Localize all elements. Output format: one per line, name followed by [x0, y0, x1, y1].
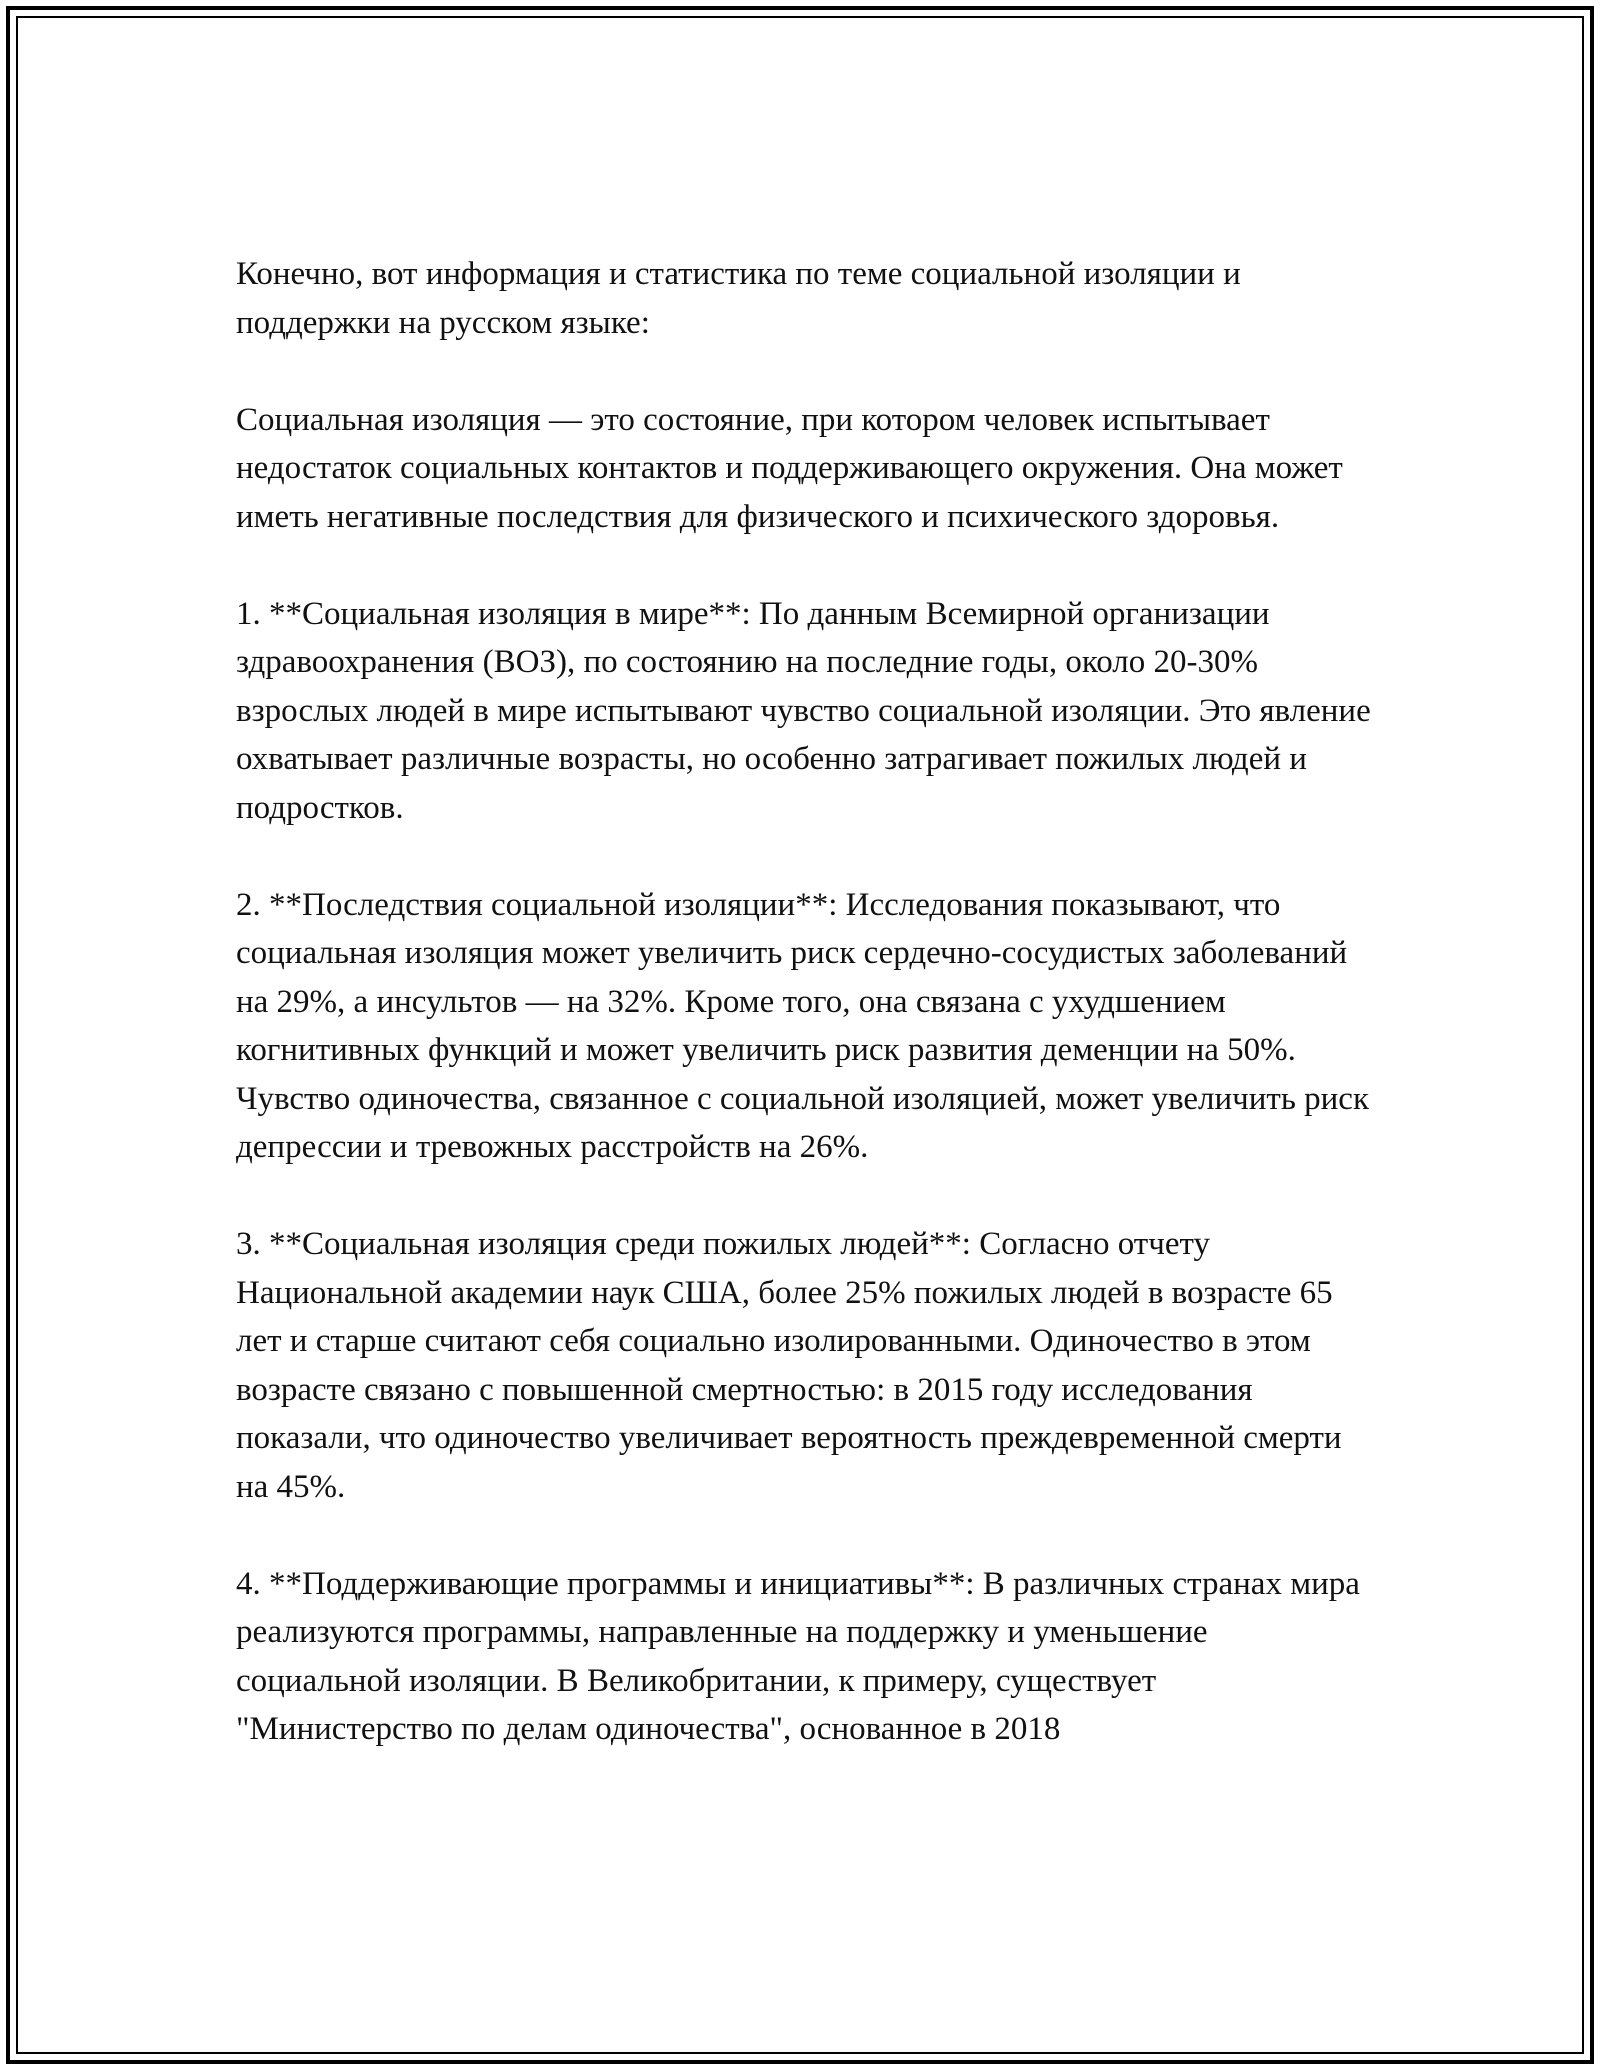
document-body	[236, 250, 1376, 1754]
list-item-world-isolation: 1. **Социальная изоляция в мире**: По данным Всемирной организации здравоохранения (ВОЗ), по состоянию на последние годы, около 20-30% взрослых людей в мире испытывают чувство социальной изоляции. Это явление охватывает различные возрасты, но особенно затрагивает пожилых людей и подростков.	[236, 595, 1371, 826]
list-item-support-programs: 4. **Поддерживающие программы и инициативы**: В различных странах мира реализуются программы, направленные на поддержку и уменьшение социальной изоляции. В Великобритании, к примеру, существует "Министерство по делам одиночества", основанное в 2018	[236, 1565, 1360, 1747]
list-item-elderly: 3. **Социальная изоляция среди пожилых людей**: Согласно отчету Национальной академии наук США, более 25% пожилых людей в возрасте 65 лет и старше считают себя социально изолированными. Одиночество в этом возрасте связано с повышенной смертностью: в 2015 году исследования показали, что одиночество увеличивает вероятность преждевременной смерти на 45%.	[236, 1226, 1342, 1505]
definition-paragraph: Социальная изоляция — это состояние, при котором человек испытывает недостаток социальных контактов и поддерживающего окружения. Она может иметь негативные последствия для физического и психического здоровья.	[236, 401, 1343, 535]
intro-paragraph: Конечно, вот информация и статистика по теме социальной изоляции и поддержки на русском языке:	[236, 256, 1241, 341]
list-item-consequences: 2. **Последствия социальной изоляции**: Исследования показывают, что социальная изоляция может увеличить риск сердечно-сосудистых заболеваний на 29%, а инсультов — на 32%. Кроме того, она связана с ухудшением когнитивных функций и может увеличить риск развития деменции на 50%. Чувство одиночества, связанное с социальной изоляцией, может увеличить риск депрессии и тревожных расстройств на 26%.	[236, 886, 1369, 1165]
